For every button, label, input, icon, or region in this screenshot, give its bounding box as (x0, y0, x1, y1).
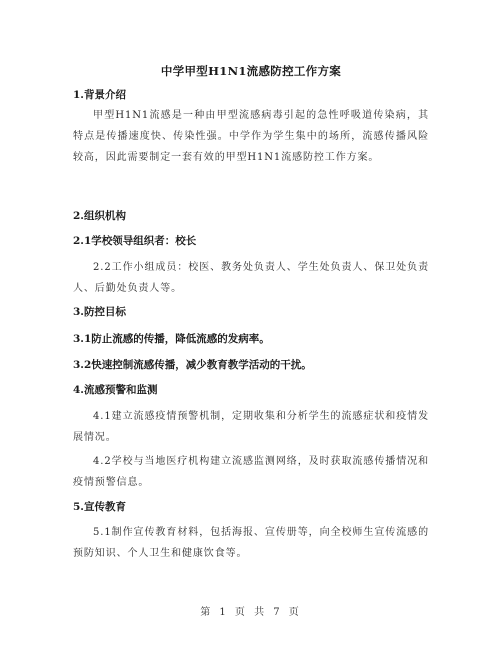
paragraph-monitoring-1: 4.1建立流感疫情预警机制，定期收集和分析学生的流感症状和疫情发展情况。 (73, 411, 429, 443)
paragraph-background: 甲型H1N1流感是一种由甲型流感病毒引起的急性呼吸道传染病，其特点是传播速度快、传染性强。中学作为学生集中的场所，流感传播风险较高，因此需要制定一套有效的甲型H1N1流感防控工作方案。 (73, 110, 429, 163)
section-heading-education: 5.宣传教育 (73, 501, 126, 513)
section-heading-background: 1.背景介绍 (73, 89, 126, 101)
goal-item-1: 3.1防止流感的传播，降低流感的发病率。 (73, 333, 270, 345)
subheading-school-leader: 2.1学校领导组织者：校长 (73, 235, 197, 247)
paragraph-education: 5.1制作宣传教育材料，包括海报、宣传册等，向全校师生宣传流感的预防知识、个人卫生和健康饮食等。 (73, 527, 429, 559)
page-number-footer: 第 1 页 共 7 页 (200, 607, 302, 618)
section-heading-goals: 3.防控目标 (73, 306, 126, 318)
paragraph-monitoring-2: 4.2学校与当地医疗机构建立流感监测网络，及时获取流感传播情况和疫情预警信息。 (73, 456, 429, 488)
paragraph-working-group: 2.2工作小组成员：校医、教务处负责人、学生处负责人、保卫处负责人、后勤处负责人等。 (73, 262, 429, 294)
section-heading-monitoring: 4.流感预警和监测 (73, 384, 158, 396)
section-heading-organization: 2.组织机构 (73, 210, 126, 222)
document-title: 中学甲型H1N1流感防控工作方案 (160, 64, 342, 78)
goal-item-2: 3.2快速控制流感传播，减少教育教学活动的干扰。 (73, 359, 312, 371)
